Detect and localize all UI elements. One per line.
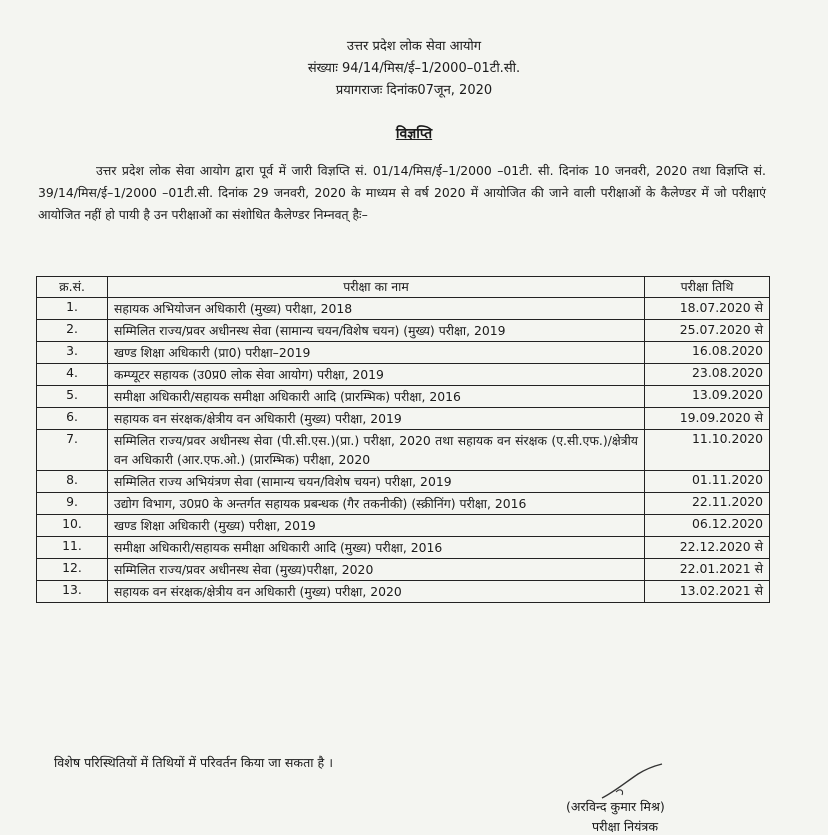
table-row: [37, 471, 770, 493]
row-exam-date: 01.11.2020: [645, 471, 770, 493]
table-row: [37, 408, 770, 430]
row-serial: 3.: [37, 342, 108, 364]
row-exam-date: 22.01.2021 से: [645, 559, 770, 581]
row-exam-date: 25.07.2020 से: [645, 320, 770, 342]
row-exam-name: सम्मिलित राज्य अभियंत्रण सेवा (सामान्य चयन/विशेष चयन) परीक्षा, 2019: [108, 471, 645, 493]
row-exam-name: सहायक अभियोजन अधिकारी (मुख्य) परीक्षा, 2018: [108, 298, 645, 320]
row-exam-date: 11.10.2020: [645, 430, 770, 471]
row-exam-name: सम्मिलित राज्य/प्रवर अधीनस्थ सेवा (सामान्य चयन/विशेष चयन) (मुख्य) परीक्षा, 2019: [108, 320, 645, 342]
header-serial: क्र.सं.: [37, 277, 108, 298]
table-row: [37, 493, 770, 515]
row-exam-name: समीक्षा अधिकारी/सहायक समीक्षा अधिकारी आदि (मुख्य) परीक्षा, 2016: [108, 537, 645, 559]
row-exam-date: 23.08.2020: [645, 364, 770, 386]
intro-paragraph: उत्तर प्रदेश लोक सेवा आयोग द्वारा पूर्व में जारी विज्ञप्ति सं. 01/14/मिस/ई–1/2000 –01टी. सी. दिनांक 10 जनवरी, 2020 तथा विज्ञप्ति सं. 39/14/मिस/ई–1/2000 –01टी.सी. दिनांक 29 जनवरी, 2020 के माध्यम से वर्ष 2020 में आयोजित की जाने वाली परीक्षाओं के कैलेण्डर में जो परीक्षाएं आयोजित नहीं हो पायी है उन परीक्षाओं का संशोधित कैलेण्डर निम्नवत् हैः–: [38, 163, 766, 222]
table-row: [37, 342, 770, 364]
exam-calendar-table: [36, 276, 770, 603]
row-serial: 11.: [37, 537, 108, 559]
table-header-row: [37, 277, 770, 298]
table-row: [37, 515, 770, 537]
row-serial: 5.: [37, 386, 108, 408]
row-exam-name: खण्ड शिक्षा अधिकारी (प्रा0) परीक्षा–2019: [108, 342, 645, 364]
row-serial: 13.: [37, 581, 108, 603]
table-row: [37, 386, 770, 408]
table-row: [37, 298, 770, 320]
row-serial: 1.: [37, 298, 108, 320]
row-exam-name: सहायक वन संरक्षक/क्षेत्रीय वन अधिकारी (मुख्य) परीक्षा, 2020: [108, 581, 645, 603]
header-exam-name: परीक्षा का नाम: [108, 277, 645, 298]
row-exam-date: 19.09.2020 से: [645, 408, 770, 430]
row-exam-date: 13.09.2020: [645, 386, 770, 408]
handwritten-signature: [596, 762, 666, 802]
table-row: [37, 559, 770, 581]
row-serial: 6.: [37, 408, 108, 430]
table-row: [37, 581, 770, 603]
signatory-designation: परीक्षा नियंत्रक: [592, 819, 659, 834]
row-serial: 9.: [37, 493, 108, 515]
row-serial: 4.: [37, 364, 108, 386]
row-exam-name: खण्ड शिक्षा अधिकारी (मुख्य) परीक्षा, 2019: [108, 515, 645, 537]
table-row: [37, 320, 770, 342]
table-row: [37, 537, 770, 559]
row-serial: 8.: [37, 471, 108, 493]
reference-number: संख्याः 94/14/मिस/ई–1/2000–01टी.सी.: [307, 61, 521, 76]
row-serial: 12.: [37, 559, 108, 581]
row-exam-name: समीक्षा अधिकारी/सहायक समीक्षा अधिकारी आदि (प्रारम्भिक) परीक्षा, 2016: [108, 386, 645, 408]
footer-note: विशेष परिस्थितियों में तिथियों में परिवर्तन किया जा सकता है ।: [54, 755, 333, 770]
row-exam-name: कम्प्यूटर सहायक (उ0प्र0 लोक सेवा आयोग) परीक्षा, 2019: [108, 364, 645, 386]
row-exam-date: 22.12.2020 से: [645, 537, 770, 559]
row-serial: 10.: [37, 515, 108, 537]
notice-title: विज्ञप्ति: [395, 126, 433, 142]
place-date: प्रयागराजः दिनांक07जून, 2020: [335, 83, 493, 98]
row-exam-name: सम्मिलित राज्य/प्रवर अधीनस्थ सेवा (पी.सी.एस.)(प्रा.) परीक्षा, 2020 तथा सहायक वन संरक्षक (ए.सी.एफ.)/क्षेत्रीय वन अधिकारी (आर.एफ.ओ.) (प्रारम्भिक) परीक्षा, 2020: [108, 430, 645, 471]
header-exam-date: परीक्षा तिथि: [645, 277, 770, 298]
row-exam-date: 22.11.2020: [645, 493, 770, 515]
row-serial: 2.: [37, 320, 108, 342]
row-exam-name: सहायक वन संरक्षक/क्षेत्रीय वन अधिकारी (मुख्य) परीक्षा, 2019: [108, 408, 645, 430]
row-exam-date: 18.07.2020 से: [645, 298, 770, 320]
row-exam-name: उद्योग विभाग, उ0प्र0 के अन्तर्गत सहायक प्रबन्धक (गैर तकनीकी) (स्क्रीनिंग) परीक्षा, 2016: [108, 493, 645, 515]
row-exam-date: 06.12.2020: [645, 515, 770, 537]
signatory-name: (अरविन्द कुमार मिश्र): [566, 799, 665, 814]
row-serial: 7.: [37, 430, 108, 471]
organization-name: उत्तर प्रदेश लोक सेवा आयोग: [346, 39, 482, 54]
row-exam-name: सम्मिलित राज्य/प्रवर अधीनस्थ सेवा (मुख्य)परीक्षा, 2020: [108, 559, 645, 581]
table-row: [37, 364, 770, 386]
row-exam-date: 13.02.2021 से: [645, 581, 770, 603]
table-row: [37, 430, 770, 471]
row-exam-date: 16.08.2020: [645, 342, 770, 364]
